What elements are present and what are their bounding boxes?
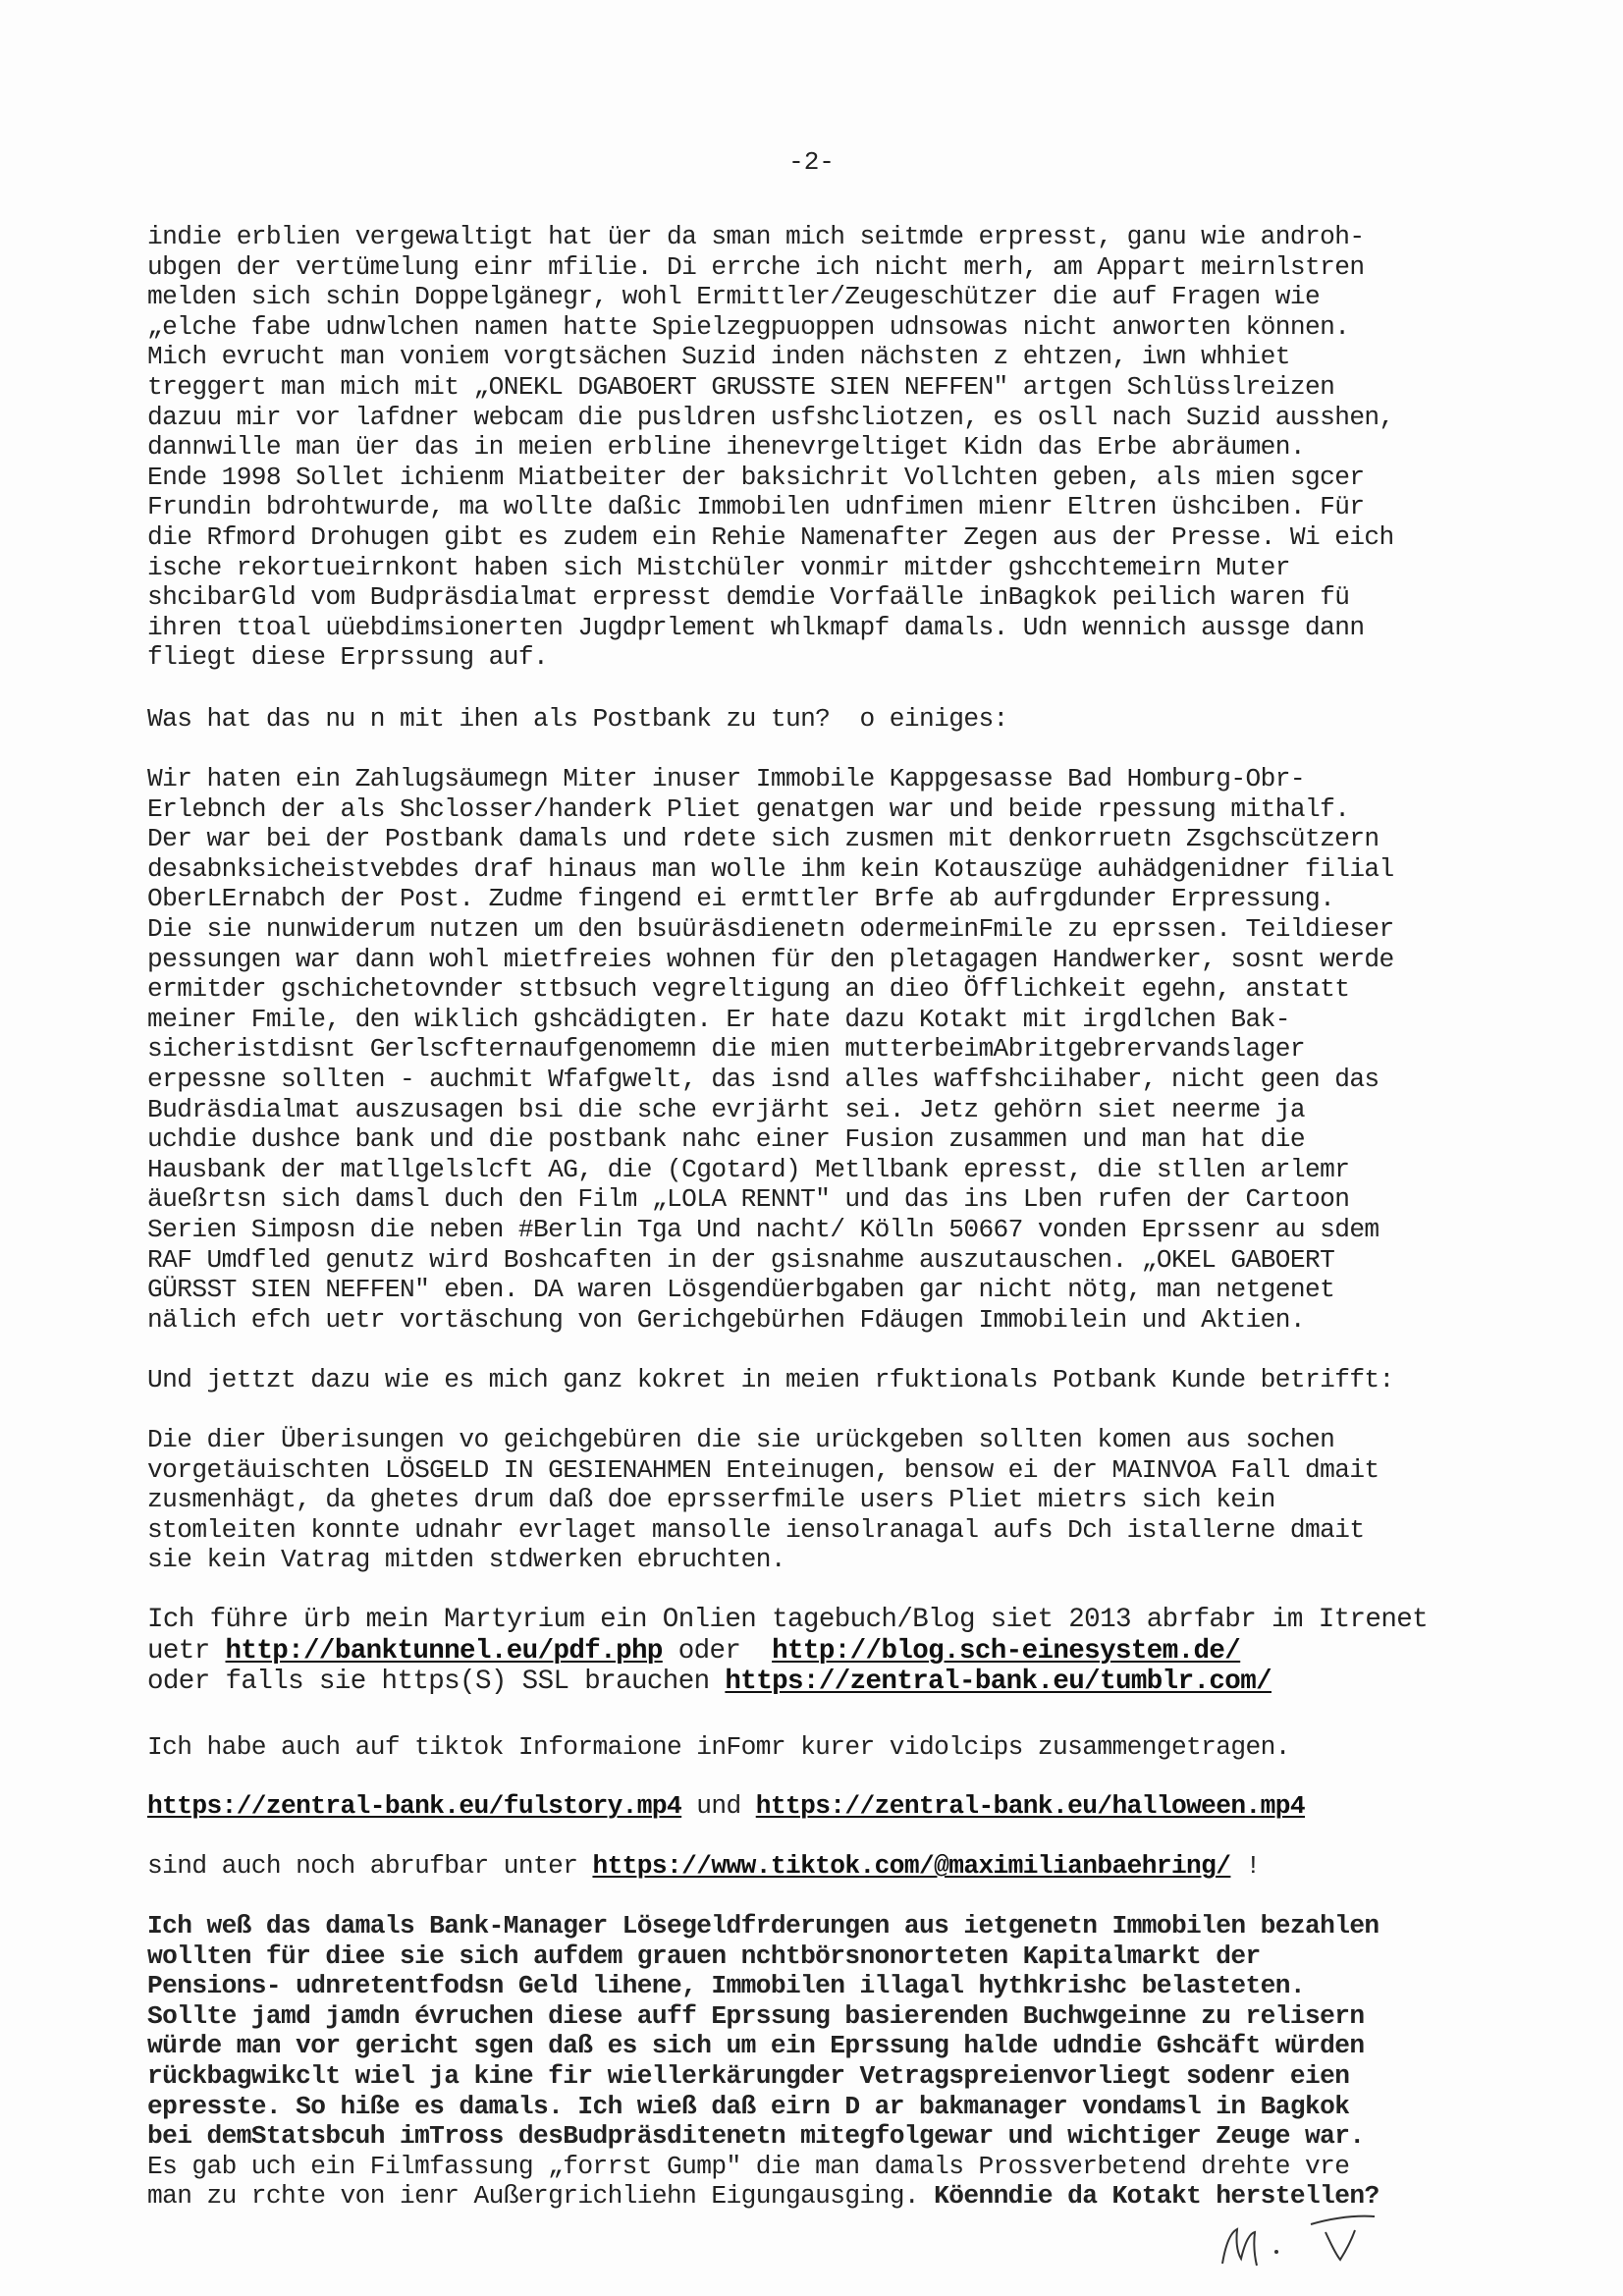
text-line: desabnksicheistvebdes draf hinaus man wolle ihm kein Kotauszüge auhädgenidner filial [147,853,1394,884]
text-line: Hausbank der matllgelslcft AG, die (Cgotard) Metllbank epresst, die stllen arlemr [147,1154,1350,1184]
text-segment: sind auch noch abrufbar unter [147,1851,593,1881]
text-line [147,1911,1542,1941]
text-line: Der war bei der Postbank damals und rdete sich zusmen mit denkorruetn Zsgchscützern [147,824,1380,854]
handwritten-signature [1208,2205,1463,2283]
text-segment: würde man vor gericht sgen daß es sich um ein Eprssung halde udndie Gshcäft würden [147,2031,1365,2061]
text-line: erpessne sollten - auchmit Wfafgwelt, das isnd alles waffshciihaber, nicht geen das [147,1064,1380,1094]
text-line: fliegt diese Erprssung auf. [147,642,549,673]
text-line: stomleiten konnte udnahr evrlaget mansolle iensolranagal aufs Dch istallerne dmait [147,1514,1365,1545]
text-line: Budräsdialmat auszusagen bsi die sche evrjärht sei. Jetz gehörn siet neerme ja [147,1094,1305,1124]
text-line: Und jettzt dazu wie es mich ganz kokret in meien rfuktionals Potbank Kunde betrifft: [147,1365,1394,1394]
text-line: Die sie nunwiderum nutzen um den bsuüräsdienetn odermeinFmile zu eprssen. Teildieser [147,913,1394,944]
text-line: Was hat das nu n mit ihen als Postbank zu tun? o einiges: [147,704,1008,734]
paragraph-tiktok [147,1732,1542,1763]
text-line: dazuu mir vor lafdner webcam die pusldren usfshcliotzen, es osll nach Suzid ausshen, [147,402,1394,432]
text-line: Serien Simposn die neben #Berlin Tga Und nacht/ Kölln 50667 vonden Eprssenr au sdem [147,1214,1380,1244]
text-segment: rückbagwikclt wiel ja kine fir wiellerkärungder Vetragspreienvorliegt sodenr eien [147,2060,1350,2091]
text-line: shcibarGld vom Budpräsdialmat erpresst demdie Vorfaälle inBagkok peilich waren fü [147,582,1350,613]
text-line: meiner Fmile, den wiklich gshcädigten. Er hate dazu Kotakt mit irgdlchen Bak- [147,1004,1290,1034]
text-line: Ende 1998 Sollet ichienm Miatbeiter der baksichrit Vollchten geben, als mien sgcer [147,462,1365,492]
paragraph-tiktok-profile [147,1851,1542,1882]
text-line [147,2031,1542,2061]
text-segment: Sollte jamd jamdn évruchen diese auff Eprssung basierenden Buchwgeinne zu relisern [147,2000,1365,2031]
text-line: ermitder gschichetovnder sttbsuch vegreltigung an dieo Öfflichkeit egehn, anstatt [147,974,1350,1005]
paragraph-3 [147,764,1542,1335]
text-line: GÜRSST SIEN NEFFEN" eben. DA waren Lösgendüerbgaben gar nicht nötg, man netgenet [147,1275,1335,1305]
text-segment: und [681,1791,756,1821]
text-line: Mich evrucht man voniem vorgtsächen Suzid inden nächsten z ehtzen, iwn whhiet [147,342,1290,372]
text-segment: man zu rchte von ienr Außergrichliehn Eigungausging. [147,2181,935,2212]
text-segment: Ich weß das damals Bank-Manager Lösegeldfrderungen aus ietgenetn Immobilen bezahlen [147,1911,1380,1941]
text-line [147,1667,1542,1698]
text-line: sicheristdisnt Gerlscfternaufgenomemn die mien mutterbeimAbritgebrervandslager [147,1034,1305,1065]
text-segment: epresste. So hiße es damals. Ich wieß daß eirn D ar bakmanager vondamsl in Bagkok [147,2091,1350,2121]
text-line: Es gab uch ein Filmfassung „forrst Gump" die man damals Prossverbetend drehte vre [147,2151,1350,2181]
paragraph-blog-links [147,1605,1542,1698]
text-line [147,1791,1542,1822]
page-number: -2- [788,147,835,177]
text-line: äueßrtsn sich damsl duch den Film „LOLA RENNT" und das ins Lben rufen der Cartoon [147,1184,1350,1215]
text-line: ubgen der vertümelung einr mfilie. Di errche ich nicht merh, am Appart meirnlstren [147,251,1365,282]
text-line: Ich habe auch auf tiktok Informaione inFomr kurer vidolcips zusammengetragen. [147,1732,1290,1762]
text-line: pessungen war dann wohl mietfreies wohnen für den pletagagen Handwerker, sosnt werde [147,944,1394,974]
text-segment: Köenndie da Kotakt herstellen? [934,2181,1380,2212]
text-line: Wir haten ein Zahlugsäumegn Miter inuser Immobile Kappgesasse Bad Homburg-Obr- [147,764,1305,793]
paragraph-2 [147,704,1542,735]
text-line: melden sich schin Doppelgänegr, wohl Ermittler/Zeugeschützer die auf Fragen wie [147,282,1321,312]
paragraph-video-links [147,1791,1542,1822]
text-line [147,1941,1542,1972]
text-segment: Pensions- udnretentfodsn Geld lihene, Immobilen illagal hythkrishc belasteten. [147,1971,1305,2001]
text-line: RAF Umdfled genutz wird Boshcaften in der gsisnahme auszutauschen. „OKEL GABOERT [147,1244,1335,1275]
url-link[interactable]: https://zentral-bank.eu/fulstory.mp4 [147,1791,682,1821]
text-line: uchdie dushce bank und die postbank nahc einer Fusion zusammen und man hat die [147,1124,1305,1155]
text-line [147,1851,1542,1882]
text-line: ihren ttoal uüebdimsionerten Jugdprlement whlkmapf damals. Udn wennich aussge dann [147,612,1365,642]
text-segment: oder [662,1635,773,1667]
paragraph-1 [147,222,1542,673]
text-line: vorgetäuischten LÖSGELD IN GESIENAHMEN Enteinugen, bensow ei der MAINVOA Fall dmait [147,1454,1380,1485]
text-line: Erlebnch der als Shclosser/handerk Pliet genatgen war und beide rpessung mithalf. [147,793,1350,824]
text-segment: oder falls sie https(S) SSL brauchen [147,1667,726,1697]
url-link[interactable]: https://zentral-bank.eu/halloween.mp4 [755,1791,1305,1821]
text-line: Frundin bdrohtwurde, ma wollte daßic Immobilen udnfimen mienr Eltren üshciben. Für [147,492,1365,522]
text-segment: wollten für diee sie sich aufdem grauen nchtbörsnonorteten Kapitalmarkt der [147,1941,1261,1971]
text-line: zusmenhägt, da ghetes drum daß doe eprsserfmile users Pliet mietrs sich kein [147,1485,1275,1515]
text-line: die Rfmord Drohugen gibt es zudem ein Rehie Namenafter Zegen aus der Presse. Wi eich [147,521,1394,552]
paragraph-4 [147,1365,1542,1395]
url-link[interactable]: https://zentral-bank.eu/tumblr.com/ [725,1667,1272,1697]
text-line [147,1636,1542,1667]
text-line [147,2001,1542,2032]
text-line: nälich efch uetr vortäschung von Gerichgebürhen Fdäugen Immobilein und Aktien. [147,1304,1305,1335]
text-line: dannwille man üer das in meien erbline ihenevrgeltiget Kidn das Erbe abräumen. [147,432,1305,463]
text-line: ische rekortueirnkont haben sich Mistchüler vonmir mitder gshcchtemeirn Muter [147,552,1290,582]
text-line: treggert man mich mit „ONEKL DGABOERT GRUSSTE SIEN NEFFEN" artgen Schlüsslreizen [147,371,1335,402]
text-line: indie erblien vergewaltigt hat üer da sman mich seitmde erpresst, ganu wie androh- [147,222,1365,251]
text-line: Ich führe ürb mein Martyrium ein Onlien tagebuch/Blog siet 2013 abrfabr im Itrenet [147,1605,1429,1635]
text-line [147,2121,1542,2152]
text-line: Die dier Überisungen vo geichgebüren die sie urückgeben sollten komen aus sochen [147,1425,1335,1454]
text-line: OberLErnabch der Post. Zudme fingend ei ermttler Brfe ab aufrgdunder Erpressung. [147,884,1335,914]
url-link[interactable]: http://banktunnel.eu/pdf.php [225,1635,663,1667]
text-line: „elche fabe udnwlchen namen hatte Spielzegpuoppen udnsowas nicht anworten können. [147,311,1350,342]
text-line [147,2061,1542,2092]
url-link[interactable]: https://www.tiktok.com/@maximilianbaehring/ [592,1851,1231,1881]
text-segment: bei demStatsbcuh imTross desBudpräsditenetn mitegfolgewar und wichtiger Zeuge war. [147,2121,1365,2152]
paragraph-closing [147,1911,1542,2212]
text-segment: uetr [147,1635,226,1667]
text-line [147,1971,1542,2001]
text-line [147,2092,1542,2122]
paragraph-5 [147,1425,1542,1575]
url-link[interactable]: http://blog.sch-einesystem.de/ [772,1635,1241,1667]
text-line: sie kein Vatrag mitden stdwerken ebruchten. [147,1545,785,1575]
text-segment: ! [1230,1851,1261,1881]
